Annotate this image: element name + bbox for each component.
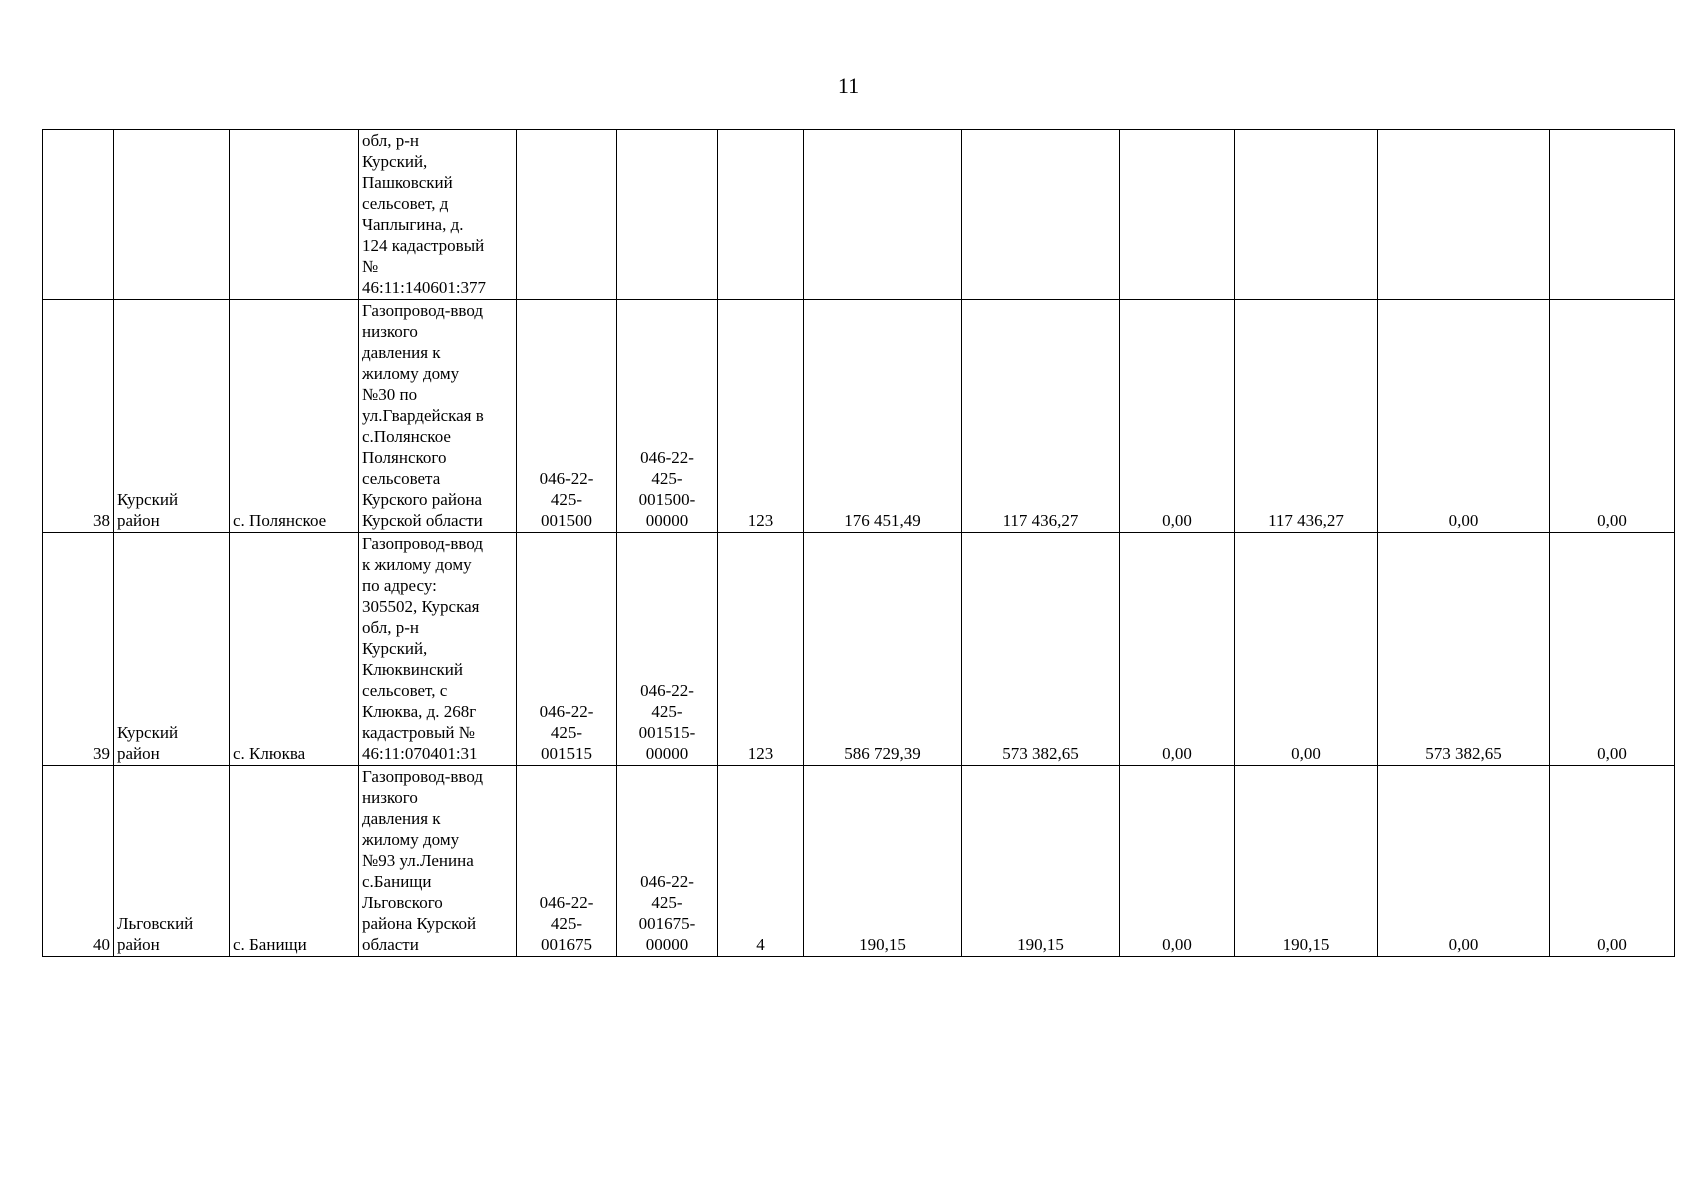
description-cell: Газопровод-ввод низкого давления к жилому дому №30 по ул.Гвардейская в с.Полянское Полянского сельсовета Курского района Курской области: [359, 300, 517, 533]
object-code-cell: 046-22- 425- 001500- 00000: [617, 300, 718, 533]
code-cell: 046-22- 425- 001500: [517, 300, 617, 533]
value-cell-5: 573 382,65: [1378, 533, 1550, 766]
value-cell-2: 117 436,27: [962, 300, 1120, 533]
object-code-cell: 046-22- 425- 001675- 00000: [617, 766, 718, 957]
quantity-cell: 4: [718, 766, 804, 957]
row-index: 38: [43, 300, 114, 533]
row-index: 39: [43, 533, 114, 766]
value-cell-5: 0,00: [1378, 766, 1550, 957]
value-cell-4: [1235, 130, 1378, 300]
quantity-cell: [718, 130, 804, 300]
district-cell: [114, 130, 230, 300]
value-cell-3: 0,00: [1120, 300, 1235, 533]
value-cell-5: 0,00: [1378, 300, 1550, 533]
table-row: [43, 533, 1675, 766]
locality-cell: с. Клюква: [230, 533, 359, 766]
value-cell-1: 190,15: [804, 766, 962, 957]
gas-pipeline-table: [42, 129, 1675, 957]
value-cell-3: 0,00: [1120, 766, 1235, 957]
code-cell: 046-22- 425- 001675: [517, 766, 617, 957]
value-cell-4: 0,00: [1235, 533, 1378, 766]
quantity-cell: 123: [718, 533, 804, 766]
district-cell: Курский район: [114, 300, 230, 533]
row-index: 40: [43, 766, 114, 957]
locality-cell: с. Банищи: [230, 766, 359, 957]
description-cell: Газопровод-ввод низкого давления к жилому дому №93 ул.Ленина с.Банищи Льговского района Курской области: [359, 766, 517, 957]
value-cell-2: 190,15: [962, 766, 1120, 957]
code-cell: [517, 130, 617, 300]
value-cell-1: 176 451,49: [804, 300, 962, 533]
table-row: [43, 300, 1675, 533]
value-cell-5: [1378, 130, 1550, 300]
value-cell-6: 0,00: [1550, 533, 1675, 766]
table-row: [43, 766, 1675, 957]
value-cell-2: [962, 130, 1120, 300]
description-cell: Газопровод-ввод к жилому дому по адресу: 305502, Курская обл, р-н Курский, Клюквинский сельсовет, с Клюква, д. 268г кадастровый № 46:11:070401:31: [359, 533, 517, 766]
value-cell-3: 0,00: [1120, 533, 1235, 766]
locality-cell: [230, 130, 359, 300]
locality-cell: с. Полянское: [230, 300, 359, 533]
value-cell-6: 0,00: [1550, 766, 1675, 957]
value-cell-1: 586 729,39: [804, 533, 962, 766]
value-cell-4: 117 436,27: [1235, 300, 1378, 533]
row-index: [43, 130, 114, 300]
code-cell: 046-22- 425- 001515: [517, 533, 617, 766]
district-cell: Курский район: [114, 533, 230, 766]
description-cell: обл, р-н Курский, Пашковский сельсовет, д Чаплыгина, д. 124 кадастровый № 46:11:140601:377: [359, 130, 517, 300]
object-code-cell: [617, 130, 718, 300]
value-cell-3: [1120, 130, 1235, 300]
page-number: 11: [837, 73, 860, 98]
table-row: [43, 130, 1675, 300]
quantity-cell: 123: [718, 300, 804, 533]
value-cell-2: 573 382,65: [962, 533, 1120, 766]
value-cell-4: 190,15: [1235, 766, 1378, 957]
value-cell-6: 0,00: [1550, 300, 1675, 533]
district-cell: Льговский район: [114, 766, 230, 957]
value-cell-1: [804, 130, 962, 300]
value-cell-6: [1550, 130, 1675, 300]
object-code-cell: 046-22- 425- 001515- 00000: [617, 533, 718, 766]
